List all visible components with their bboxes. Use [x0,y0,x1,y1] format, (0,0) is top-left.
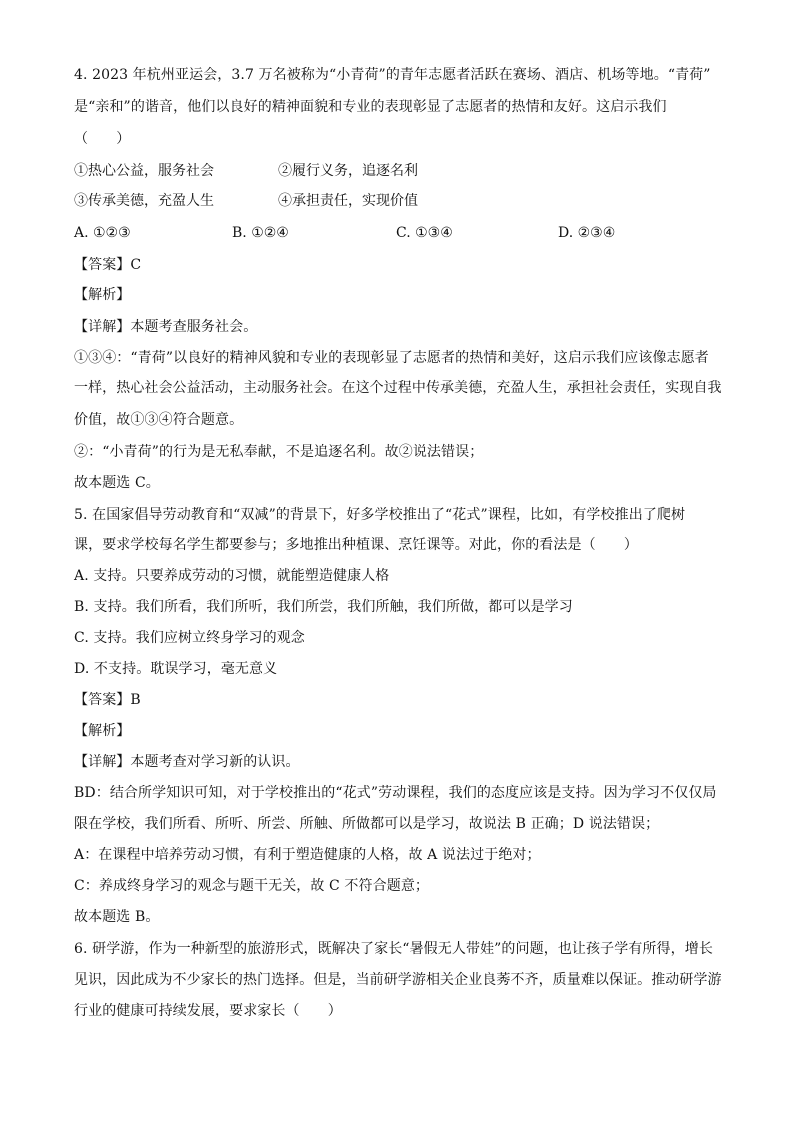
q4-statement: ②履行义务，追逐名利 [278,163,418,179]
q4-detail-line: 一样，热心社会公益活动，主动服务社会。在这个过程中传承美德，充盈人生，承担社会责任，实现自我 [74,380,722,396]
q5-detail-line: 故本题选 B。 [74,909,160,925]
q4-option-d: D. ②③④ [558,225,616,241]
q4-detail-line: 价值，故①③④符合题意。 [74,412,244,428]
q4-option-b: B. ①②④ [232,225,289,241]
q4-analysis-heading: 【解析】 [74,287,131,303]
q5-option-b: B. 支持。我们所看，我们所听，我们所尝，我们所触，我们所做，都可以是学习 [74,599,573,615]
q4-statement: ③传承美德，充盈人生 [74,193,214,209]
q4-option-a: A. ①②③ [74,225,131,241]
q4-stem-line: （ ） [74,131,131,147]
q5-detail-line: 【详解】本题考查对学习新的认识。 [74,754,300,770]
q5-stem-line: 课，要求学校每名学生都要参与；多地推出种植课、烹饪课等。对此，你的看法是（ ） [74,537,638,553]
q4-answer: 【答案】C [74,257,142,273]
q5-option-c: C. 支持。我们应树立终身学习的观念 [74,630,305,646]
q5-option-d: D. 不支持。耽误学习，毫无意义 [74,661,278,677]
q4-option-c: C. ①③④ [396,225,453,241]
q5-option-a: A. 支持。只要养成劳动的习惯，就能塑造健康人格 [74,568,390,584]
q4-detail-line: ①③④：“青荷”以良好的精神风貌和专业的表现彰显了志愿者的热情和美好，这启示我们应该像志愿者 [74,350,709,366]
q6-stem-line: 6. 研学游，作为一种新型的旅游形式，既解决了家长“暑假无人带娃”的问题，也让孩子学有所得，增长 [74,941,713,957]
q5-detail-line: 限在学校，我们所看、所听、所尝、所触、所做都可以是学习，故说法 B 正确；D 说法错误； [74,816,660,832]
q6-stem-line: 见识，因此成为不少家长的热门选择。但是，当前研学游相关企业良莠不齐，质量难以保证。推动研学游 [74,972,722,988]
q4-stem-line: 是“亲和”的谐音，他们以良好的精神面貌和专业的表现彰显了志愿者的热情和友好。这启示我们 [74,99,667,115]
q5-answer: 【答案】B [74,692,141,708]
q4-detail-line: ②：“小青荷”的行为是无私奉献，不是追逐名利。故②说法错误； [74,444,484,460]
q4-detail-line: 故本题选 C。 [74,475,160,491]
q4-statement: ④承担责任，实现价值 [278,193,418,209]
q4-statement: ①热心公益，服务社会 [74,163,214,179]
q5-detail-line: A：在课程中培养劳动习惯，有利于塑造健康的人格，故 A 说法过于绝对； [74,847,541,863]
q5-detail-line: C：养成终身学习的观念与题干无关，故 C 不符合题意； [74,878,430,894]
q6-stem-line: 行业的健康可持续发展，要求家长（ ） [74,1003,342,1019]
q4-detail-line: 【详解】本题考查服务社会。 [74,319,258,335]
q5-analysis-heading: 【解析】 [74,723,131,739]
q4-stem-line: 4. 2023 年杭州亚运会，3.7 万名被称为“小青荷”的青年志愿者活跃在赛场、酒店、机场等地。“青荷” [74,67,711,83]
q5-detail-line: BD：结合所学知识可知，对于学校推出的“花式”劳动课程，我们的态度应该是支持。因为学习不仅仅局 [74,785,717,801]
q5-stem-line: 5. 在国家倡导劳动教育和“双减”的背景下，好多学校推出了“花式”课程，比如，有学校推出了爬树 [74,507,686,523]
